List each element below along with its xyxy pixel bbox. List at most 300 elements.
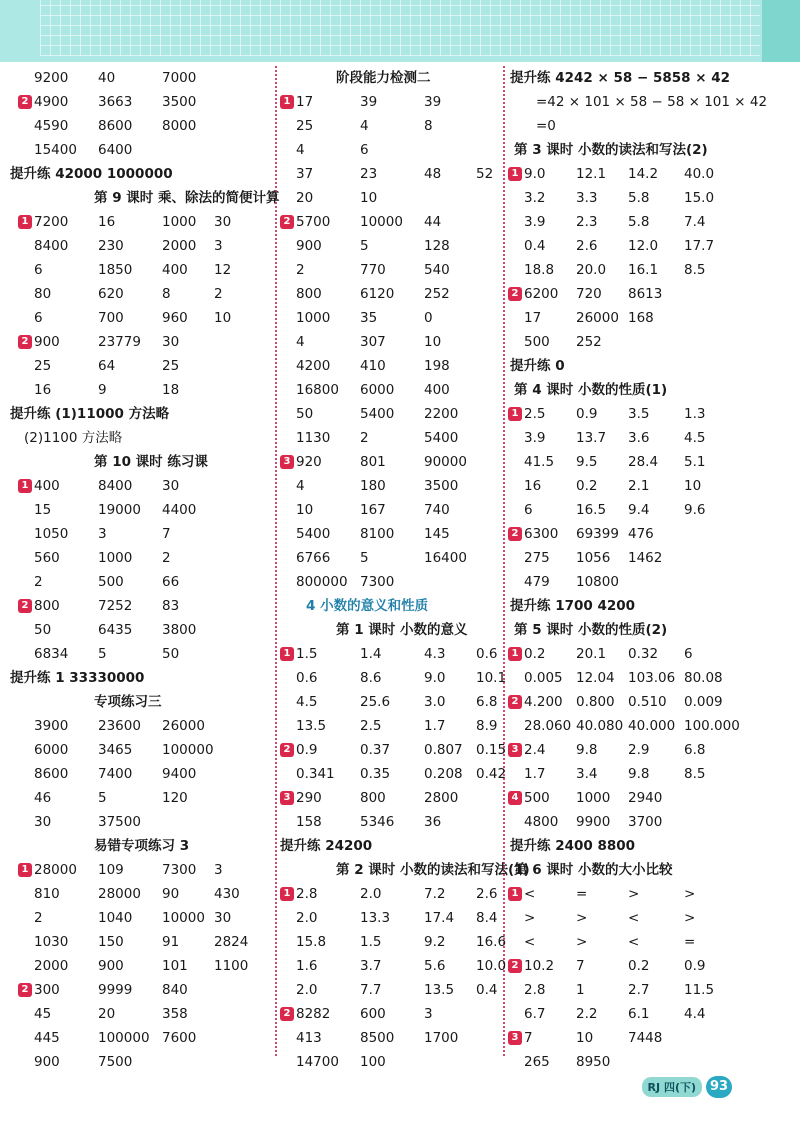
answer-cell: 16.1: [628, 262, 659, 278]
answer-cell: 90: [162, 886, 180, 902]
section-title: [514, 858, 774, 882]
answer-cell: 720: [576, 286, 602, 302]
answer-cell: 400: [424, 382, 450, 398]
answer-cell: 20: [98, 1006, 116, 1022]
answer-row: [524, 1002, 774, 1026]
answer-cell: 12.1: [576, 166, 607, 182]
answer-row: [296, 162, 496, 186]
line-text: 第 1 课时 小数的意义: [336, 622, 468, 638]
answer-cell: 80: [34, 286, 52, 302]
question-number-badge: 2: [280, 215, 294, 229]
answer-cell: 3.2: [524, 190, 546, 206]
answer-cell: 0: [424, 310, 433, 326]
line-text: =42 × 101 × 58 − 58 × 101 × 42: [536, 94, 768, 110]
answer-row: [524, 258, 774, 282]
answer-row: [524, 906, 774, 930]
answer-row: [34, 66, 270, 90]
answer-row: [511, 642, 774, 666]
answer-row: [524, 330, 774, 354]
answer-row: [296, 498, 496, 522]
answer-row: [34, 906, 270, 930]
answer-cell: 12.0: [628, 238, 659, 254]
question-number-badge: 2: [18, 95, 32, 109]
answer-cell: 15: [34, 502, 52, 518]
answer-cell: 8.5: [684, 766, 706, 782]
answer-cell: 6120: [360, 286, 395, 302]
answer-row: [34, 306, 270, 330]
answer-cell: 44: [424, 214, 442, 230]
answer-cell: 2: [162, 550, 171, 566]
extension-practice-line: [10, 162, 270, 186]
answer-cell: 9900: [576, 814, 611, 830]
answer-cell: 13.7: [576, 430, 607, 446]
answer-cell: 16.6: [476, 934, 507, 950]
answer-cell: 800: [360, 790, 386, 806]
answer-cell: 2200: [424, 406, 459, 422]
line-text: 第 5 课时 小数的性质(2): [514, 622, 668, 638]
question-number-badge: 3: [508, 743, 522, 757]
answer-cell: =: [576, 886, 588, 902]
answer-cell: 3700: [628, 814, 663, 830]
answer-cell: >: [576, 910, 588, 926]
section-title: [514, 378, 774, 402]
answer-cell: 100: [360, 1054, 386, 1070]
answer-cell: 14700: [296, 1054, 339, 1070]
answer-cell: 900: [34, 334, 60, 350]
answer-cell: 5.8: [628, 190, 650, 206]
answer-cell: 4: [360, 118, 369, 134]
answer-row: [34, 882, 270, 906]
answer-row: [34, 498, 270, 522]
answer-cell: 80.08: [684, 670, 723, 686]
answer-cell: 10: [296, 502, 314, 518]
answer-cell: 10.2: [524, 958, 555, 974]
answer-cell: 6200: [524, 286, 559, 302]
section-title: [34, 834, 270, 858]
answer-cell: 6.8: [684, 742, 706, 758]
answer-cell: 0.4: [476, 982, 498, 998]
answer-cell: 0.6: [476, 646, 498, 662]
answer-cell: 5: [360, 550, 369, 566]
answer-cell: 2.9: [628, 742, 650, 758]
answer-row: [511, 786, 774, 810]
answer-cell: 6: [524, 502, 533, 518]
answer-cell: 40: [98, 70, 116, 86]
answer-cell: 52: [476, 166, 494, 182]
answer-cell: 23600: [98, 718, 141, 734]
answer-cell: 2.2: [576, 1006, 598, 1022]
answer-cell: 16: [34, 382, 52, 398]
answer-cell: 30: [162, 334, 180, 350]
answer-cell: 7200: [34, 214, 69, 230]
answer-cell: 1850: [98, 262, 133, 278]
answer-cell: 9: [98, 382, 107, 398]
answer-cell: 0.208: [424, 766, 463, 782]
answer-cell: 2: [296, 262, 305, 278]
answer-cell: 8: [162, 286, 171, 302]
question-number-badge: 3: [280, 455, 294, 469]
section-title: [514, 618, 774, 642]
answer-cell: 1000: [296, 310, 331, 326]
answer-row: [511, 690, 774, 714]
answer-cell: 14.2: [628, 166, 659, 182]
answer-cell: 400: [162, 262, 188, 278]
text-line: [24, 426, 270, 450]
answer-row: [296, 666, 507, 690]
answer-cell: 2: [214, 286, 223, 302]
answer-cell: 252: [424, 286, 450, 302]
answer-cell: 5700: [296, 214, 331, 230]
answer-cell: 3663: [98, 94, 133, 110]
answer-row: [296, 378, 496, 402]
question-number-badge: 1: [508, 887, 522, 901]
line-text: 易错专项练习 3: [94, 838, 190, 854]
answer-row: [524, 570, 774, 594]
answer-cell: 158: [296, 814, 322, 830]
answer-cell: 6: [34, 262, 43, 278]
answer-cell: 10.1: [476, 670, 507, 686]
line-text: 第 3 课时 小数的读法和写法(2): [514, 142, 708, 158]
answer-row: [524, 474, 774, 498]
answer-cell: 30: [214, 214, 232, 230]
answer-cell: 45: [34, 1006, 52, 1022]
answer-cell: 500: [524, 334, 550, 350]
answer-cell: 10.0: [476, 958, 507, 974]
answer-row: [296, 306, 496, 330]
answer-cell: 2: [34, 910, 43, 926]
answer-cell: 180: [360, 478, 386, 494]
answer-cell: 35: [360, 310, 378, 326]
question-number-badge: 2: [508, 287, 522, 301]
answer-cell: 1100: [214, 958, 249, 974]
answer-cell: 5.8: [628, 214, 650, 230]
answer-row: [524, 666, 774, 690]
answer-cell: 265: [524, 1054, 550, 1070]
line-text: 提升练 1 33330000: [10, 670, 145, 686]
answer-cell: 10: [424, 334, 442, 350]
answer-cell: 9.6: [684, 502, 706, 518]
answer-cell: 3: [98, 526, 107, 542]
answer-row: [296, 522, 496, 546]
answer-cell: 13.5: [424, 982, 455, 998]
answer-cell: 40.000: [628, 718, 676, 734]
section-title: [296, 66, 496, 90]
answer-row: [21, 474, 270, 498]
answer-cell: >: [524, 910, 536, 926]
answer-row: [524, 234, 774, 258]
answer-cell: 30: [34, 814, 52, 830]
answer-row: [21, 210, 270, 234]
answer-cell: 358: [162, 1006, 188, 1022]
answer-cell: 23779: [98, 334, 141, 350]
answer-cell: 28.4: [628, 454, 659, 470]
answer-cell: 2940: [628, 790, 663, 806]
answer-cell: 7300: [360, 574, 395, 590]
answer-cell: 19000: [98, 502, 141, 518]
answer-cell: 3.7: [360, 958, 382, 974]
answer-cell: 290: [296, 790, 322, 806]
extension-practice-line: [10, 402, 270, 426]
answer-cell: 4200: [296, 358, 331, 374]
answer-cell: 5.6: [424, 958, 446, 974]
answer-row: [296, 714, 496, 738]
answer-cell: 3.9: [524, 430, 546, 446]
answer-cell: <: [628, 934, 640, 950]
answer-cell: 920: [296, 454, 322, 470]
answer-row: [524, 306, 774, 330]
answer-cell: 1000: [98, 550, 133, 566]
answer-row: [34, 738, 270, 762]
question-number-badge: 2: [280, 743, 294, 757]
answer-cell: 18: [162, 382, 180, 398]
answer-cell: 3: [214, 238, 223, 254]
answer-row: [296, 474, 496, 498]
line-text: 专项练习三: [94, 694, 162, 710]
answer-cell: 8.4: [476, 910, 498, 926]
extension-practice-line: [10, 666, 270, 690]
line-text: 阶段能力检测二: [336, 70, 431, 86]
line-text: 提升练 1700 4200: [510, 598, 636, 614]
answer-row: [296, 234, 496, 258]
line-text: 第 10 课时 练习课: [94, 454, 208, 470]
banner-grid-pattern: [40, 0, 760, 56]
answer-cell: 30: [214, 910, 232, 926]
answer-cell: 145: [424, 526, 450, 542]
answer-cell: 7.4: [684, 214, 706, 230]
answer-cell: 8.6: [360, 670, 382, 686]
answer-cell: 6.1: [628, 1006, 650, 1022]
answer-cell: 413: [296, 1030, 322, 1046]
question-number-badge: 1: [18, 479, 32, 493]
answer-cell: 307: [360, 334, 386, 350]
answer-cell: 4.5: [684, 430, 706, 446]
answer-cell: 2.1: [628, 478, 650, 494]
answer-cell: 101: [162, 958, 188, 974]
answer-cell: 5: [98, 790, 107, 806]
answer-cell: 400: [34, 478, 60, 494]
answer-cell: 2.8: [296, 886, 318, 902]
answer-cell: 7000: [162, 70, 197, 86]
answer-cell: 252: [576, 334, 602, 350]
text-line: [524, 90, 774, 114]
answer-cell: <: [524, 934, 536, 950]
answer-cell: 8: [424, 118, 433, 134]
answer-row: [34, 570, 270, 594]
question-number-badge: 2: [508, 527, 522, 541]
answer-row: [511, 1026, 774, 1050]
answer-cell: 300: [34, 982, 60, 998]
answer-cell: 700: [98, 310, 124, 326]
answer-cell: 9.0: [524, 166, 546, 182]
answer-cell: 3.0: [424, 694, 446, 710]
answer-cell: >: [576, 934, 588, 950]
answer-cell: 0.341: [296, 766, 335, 782]
answer-cell: 0.37: [360, 742, 391, 758]
answer-cell: 6300: [524, 526, 559, 542]
question-number-badge: 2: [508, 695, 522, 709]
answer-cell: 2: [360, 430, 369, 446]
answer-row: [524, 498, 774, 522]
answer-row: [296, 954, 507, 978]
answer-cell: 0.009: [684, 694, 723, 710]
answer-cell: >: [684, 910, 696, 926]
answer-cell: <: [628, 910, 640, 926]
answer-row: [283, 642, 498, 666]
answer-cell: 1056: [576, 550, 611, 566]
answer-cell: 168: [628, 310, 654, 326]
answer-column-2: [280, 66, 530, 1074]
answer-cell: 1.4: [360, 646, 382, 662]
line-text: 第 9 课时 乘、除法的简便计算: [94, 190, 280, 206]
answer-cell: 6: [684, 646, 693, 662]
answer-cell: 10: [214, 310, 232, 326]
answer-row: [296, 978, 496, 1002]
answer-cell: 800000: [296, 574, 348, 590]
answer-cell: 740: [424, 502, 450, 518]
answer-cell: 10000: [162, 910, 205, 926]
answer-cell: 3800: [162, 622, 197, 638]
question-number-badge: 3: [280, 791, 294, 805]
answer-row: [511, 522, 774, 546]
answer-cell: 0.2: [524, 646, 546, 662]
answer-cell: 9.2: [424, 934, 446, 950]
answer-column-1: [10, 66, 280, 1074]
page-number: 93: [706, 1076, 732, 1098]
answer-cell: 7.2: [424, 886, 446, 902]
answer-cell: 16800: [296, 382, 339, 398]
answer-row: [283, 882, 498, 906]
answer-cell: 100000: [98, 1030, 150, 1046]
answer-row: [524, 450, 774, 474]
answer-row: [34, 234, 270, 258]
answer-cell: 2.0: [296, 982, 318, 998]
question-number-badge: 4: [508, 791, 522, 805]
question-number-badge: 1: [280, 887, 294, 901]
answer-row: [34, 1050, 270, 1074]
answer-cell: 1700: [424, 1030, 459, 1046]
answer-row: [524, 426, 774, 450]
section-title: [34, 450, 270, 474]
answer-cell: 37500: [98, 814, 141, 830]
answer-cell: 120: [162, 790, 188, 806]
answer-cell: 3500: [162, 94, 197, 110]
answer-cell: 1: [576, 982, 585, 998]
answer-cell: 800: [296, 286, 322, 302]
answer-cell: 9.0: [424, 670, 446, 686]
answer-cell: 1000: [576, 790, 611, 806]
answer-cell: 28000: [34, 862, 77, 878]
answer-cell: 7448: [628, 1030, 663, 1046]
answer-cell: 410: [360, 358, 386, 374]
answer-cell: 39: [424, 94, 442, 110]
answer-cell: 9.8: [628, 766, 650, 782]
answer-row: [34, 618, 270, 642]
answer-cell: 2.8: [524, 982, 546, 998]
answer-cell: 50: [162, 646, 180, 662]
answer-cell: 6000: [360, 382, 395, 398]
answer-cell: 16400: [424, 550, 467, 566]
answer-cell: 64: [98, 358, 116, 374]
section-title: [34, 690, 270, 714]
answer-row: [524, 186, 774, 210]
line-text: 提升练 0: [510, 358, 565, 374]
answer-row: [283, 1002, 496, 1026]
answer-cell: 7252: [98, 598, 133, 614]
answer-cell: 10: [684, 478, 702, 494]
answer-cell: 500: [524, 790, 550, 806]
grade-label: RJ 四(下): [642, 1077, 702, 1097]
answer-cell: 8400: [34, 238, 69, 254]
answer-row: [296, 570, 496, 594]
line-text: 提升练 24200: [280, 838, 373, 854]
extension-practice-line: [510, 354, 774, 378]
answer-cell: 9.5: [576, 454, 598, 470]
question-number-badge: 2: [18, 335, 32, 349]
answer-cell: 0.2: [628, 958, 650, 974]
answer-cell: 5346: [360, 814, 395, 830]
answer-cell: 3.4: [576, 766, 598, 782]
answer-row: [34, 954, 270, 978]
line-text: 提升练 2400 8800: [510, 838, 636, 854]
answer-cell: 7.7: [360, 982, 382, 998]
answer-cell: 25: [162, 358, 180, 374]
answer-cell: 8600: [98, 118, 133, 134]
answer-cell: 7: [576, 958, 585, 974]
answer-cell: 2.3: [576, 214, 598, 230]
answer-cell: 69399: [576, 526, 619, 542]
answer-cell: 1.5: [296, 646, 318, 662]
answer-cell: 2.0: [296, 910, 318, 926]
answer-cell: 4590: [34, 118, 69, 134]
answer-cell: 16: [524, 478, 542, 494]
answer-cell: 8400: [98, 478, 133, 494]
answer-row: [296, 690, 496, 714]
answer-cell: 40.080: [576, 718, 624, 734]
answer-cell: 8613: [628, 286, 663, 302]
answer-row: [524, 762, 774, 786]
answer-row: [296, 402, 496, 426]
extension-practice-line: [510, 834, 774, 858]
answer-cell: 3: [214, 862, 223, 878]
answer-cell: 6400: [98, 142, 133, 158]
answer-cell: 0.800: [576, 694, 615, 710]
answer-cell: 0.4: [524, 238, 546, 254]
answer-cell: 4900: [34, 94, 69, 110]
answer-cell: 26000: [576, 310, 619, 326]
answer-cell: 15.8: [296, 934, 327, 950]
answer-cell: 230: [98, 238, 124, 254]
answer-row: [296, 426, 496, 450]
answer-cell: >: [684, 886, 696, 902]
answer-cell: 103.06: [628, 670, 676, 686]
answer-cell: 810: [34, 886, 60, 902]
answer-cell: 13.5: [296, 718, 327, 734]
question-number-badge: 2: [18, 983, 32, 997]
answer-row: [34, 138, 270, 162]
answer-cell: 2000: [162, 238, 197, 254]
answer-cell: 8950: [576, 1054, 611, 1070]
answer-cell: 2.5: [524, 406, 546, 422]
answer-cell: 1130: [296, 430, 331, 446]
answer-row: [34, 714, 270, 738]
top-banner: [0, 0, 800, 62]
answer-cell: 0.510: [628, 694, 667, 710]
answer-cell: 20.0: [576, 262, 607, 278]
question-number-badge: 1: [508, 407, 522, 421]
answer-cell: 0.32: [628, 646, 659, 662]
answer-cell: 560: [34, 550, 60, 566]
answer-cell: 6000: [34, 742, 69, 758]
